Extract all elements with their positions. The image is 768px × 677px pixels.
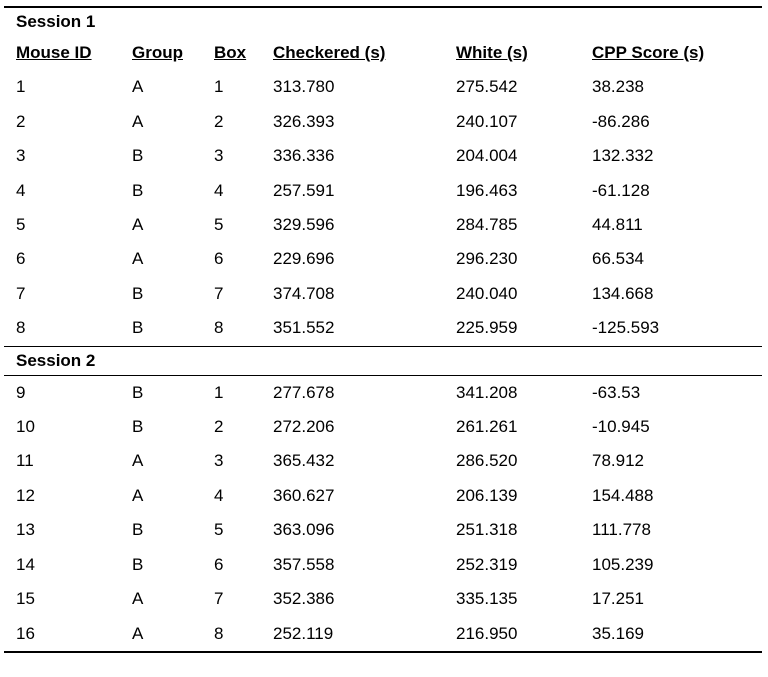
header-mouse-id: Mouse ID [16,43,92,62]
cell-box: 3 [214,451,224,471]
cell-checkered: 277.678 [261,375,444,410]
cell-cpp-score: -61.128 [592,180,650,200]
results-table [4,6,762,653]
cell-cpp-score: 134.668 [592,283,654,303]
cell-white: 261.261 [456,417,518,437]
cell-group: A [132,451,144,471]
table-header-row [4,36,762,70]
header-checkered: Checkered (s) [273,43,386,62]
cell-checkered: 336.336 [273,146,335,166]
cell-checkered: 257.591 [273,180,335,200]
table-row [4,582,762,616]
cell-mouse-id: 6 [16,249,26,269]
cell-checkered: 313.780 [273,77,335,97]
cell-white: 240.040 [456,283,518,303]
cell-checkered: 352.386 [273,589,335,609]
cell-group: B [132,180,144,200]
header-white: White (s) [456,43,528,62]
cell-mouse-id: 4 [16,180,26,200]
cell-white: 251.318 [456,520,518,540]
cell-white: 240.107 [456,111,518,131]
cell-group: B [132,520,144,540]
cell-mouse-id: 1 [16,77,26,97]
cell-box: 1 [202,375,261,410]
cell-group: A [132,111,144,131]
cell-checkered: 365.432 [273,451,335,471]
table-body [4,7,762,652]
cell-checkered: 329.596 [273,215,335,235]
cell-group: B [132,554,144,574]
cell-checkered: 229.696 [273,249,335,269]
cell-mouse-id: 3 [16,146,26,166]
cell-cpp-score: 132.332 [592,146,654,166]
table-row [4,139,762,173]
cell-box: 6 [214,554,224,574]
session-2-title: Session 2 [4,346,762,375]
cell-box: 4 [214,180,224,200]
cell-box: 4 [214,485,224,505]
cell-white: 296.230 [456,249,518,269]
cell-cpp-score: 38.238 [592,77,644,97]
cell-cpp-score: 66.534 [592,249,644,269]
session-2-title-row [4,346,762,375]
cell-white: 206.139 [456,485,518,505]
table-row [4,70,762,104]
cell-white: 216.950 [444,617,580,652]
cell-group: A [120,617,202,652]
cell-box: 8 [214,318,224,338]
cell-white: 284.785 [456,215,518,235]
cell-box: 3 [214,146,224,166]
cell-white: 275.542 [456,77,518,97]
cell-mouse-id: 15 [16,589,35,609]
table-row [4,311,762,346]
table-row [4,444,762,478]
cell-cpp-score: -125.593 [592,318,660,338]
cell-checkered: 363.096 [273,520,335,540]
cell-checkered: 351.552 [273,318,335,338]
cell-cpp-score: 44.811 [592,215,643,235]
cell-white: 335.135 [456,589,518,609]
cell-checkered: 360.627 [273,485,335,505]
cell-mouse-id: 14 [16,554,35,574]
cell-cpp-score: 17.251 [592,589,644,609]
table-row [4,105,762,139]
cell-box: 8 [202,617,261,652]
header-box: Box [214,43,247,62]
cell-cpp-score: 105.239 [592,554,654,574]
cell-cpp-score: -63.53 [580,375,762,410]
cell-mouse-id: 9 [4,375,120,410]
cell-mouse-id: 10 [16,417,35,437]
cell-box: 2 [214,417,224,437]
cell-checkered: 326.393 [273,111,335,131]
cell-white: 286.520 [456,451,518,471]
table-row [4,375,762,410]
cell-cpp-score: 35.169 [580,617,762,652]
table-row [4,410,762,444]
cell-box: 5 [214,520,224,540]
cell-mouse-id: 7 [16,283,26,303]
table-row [4,548,762,582]
cell-group: B [132,283,144,303]
session-1-title-row [4,7,762,36]
cell-cpp-score: 78.912 [592,451,644,471]
cell-group: B [132,318,144,338]
header-group: Group [132,43,183,62]
cell-checkered: 374.708 [273,283,335,303]
session-1-title: Session 1 [4,7,762,36]
cell-white: 204.004 [456,146,518,166]
cell-group: B [132,417,144,437]
cell-box: 2 [214,111,224,131]
table-row [4,479,762,513]
cell-mouse-id: 11 [16,451,34,471]
cell-box: 1 [214,77,224,97]
cell-white: 252.319 [456,554,518,574]
cell-group: A [132,485,144,505]
cell-group: A [132,215,144,235]
cell-mouse-id: 8 [16,318,26,338]
table-row [4,617,762,652]
cell-box: 5 [214,215,224,235]
cell-group: A [132,589,144,609]
cell-white: 196.463 [456,180,518,200]
cell-cpp-score: -86.286 [592,111,650,131]
header-cpp-score: CPP Score (s) [592,43,705,62]
cell-mouse-id: 5 [16,215,26,235]
cell-white: 341.208 [444,375,580,410]
cell-box: 6 [214,249,224,269]
table-row [4,208,762,242]
table-row [4,277,762,311]
cell-white: 225.959 [456,318,518,338]
cell-checkered: 272.206 [273,417,335,437]
cell-cpp-score: 111.778 [592,520,651,540]
table-row [4,513,762,547]
table-row [4,174,762,208]
cell-checkered: 252.119 [261,617,444,652]
cell-group: B [132,146,144,166]
cell-group: A [132,249,144,269]
cell-mouse-id: 2 [16,111,26,131]
cell-group: A [132,77,144,97]
table-row [4,242,762,276]
cell-mouse-id: 16 [4,617,120,652]
cell-mouse-id: 13 [16,520,35,540]
cell-cpp-score: 154.488 [592,485,654,505]
cell-mouse-id: 12 [16,485,35,505]
cell-box: 7 [214,589,224,609]
cell-group: B [120,375,202,410]
cell-checkered: 357.558 [273,554,335,574]
cell-box: 7 [214,283,224,303]
cell-cpp-score: -10.945 [592,417,650,437]
